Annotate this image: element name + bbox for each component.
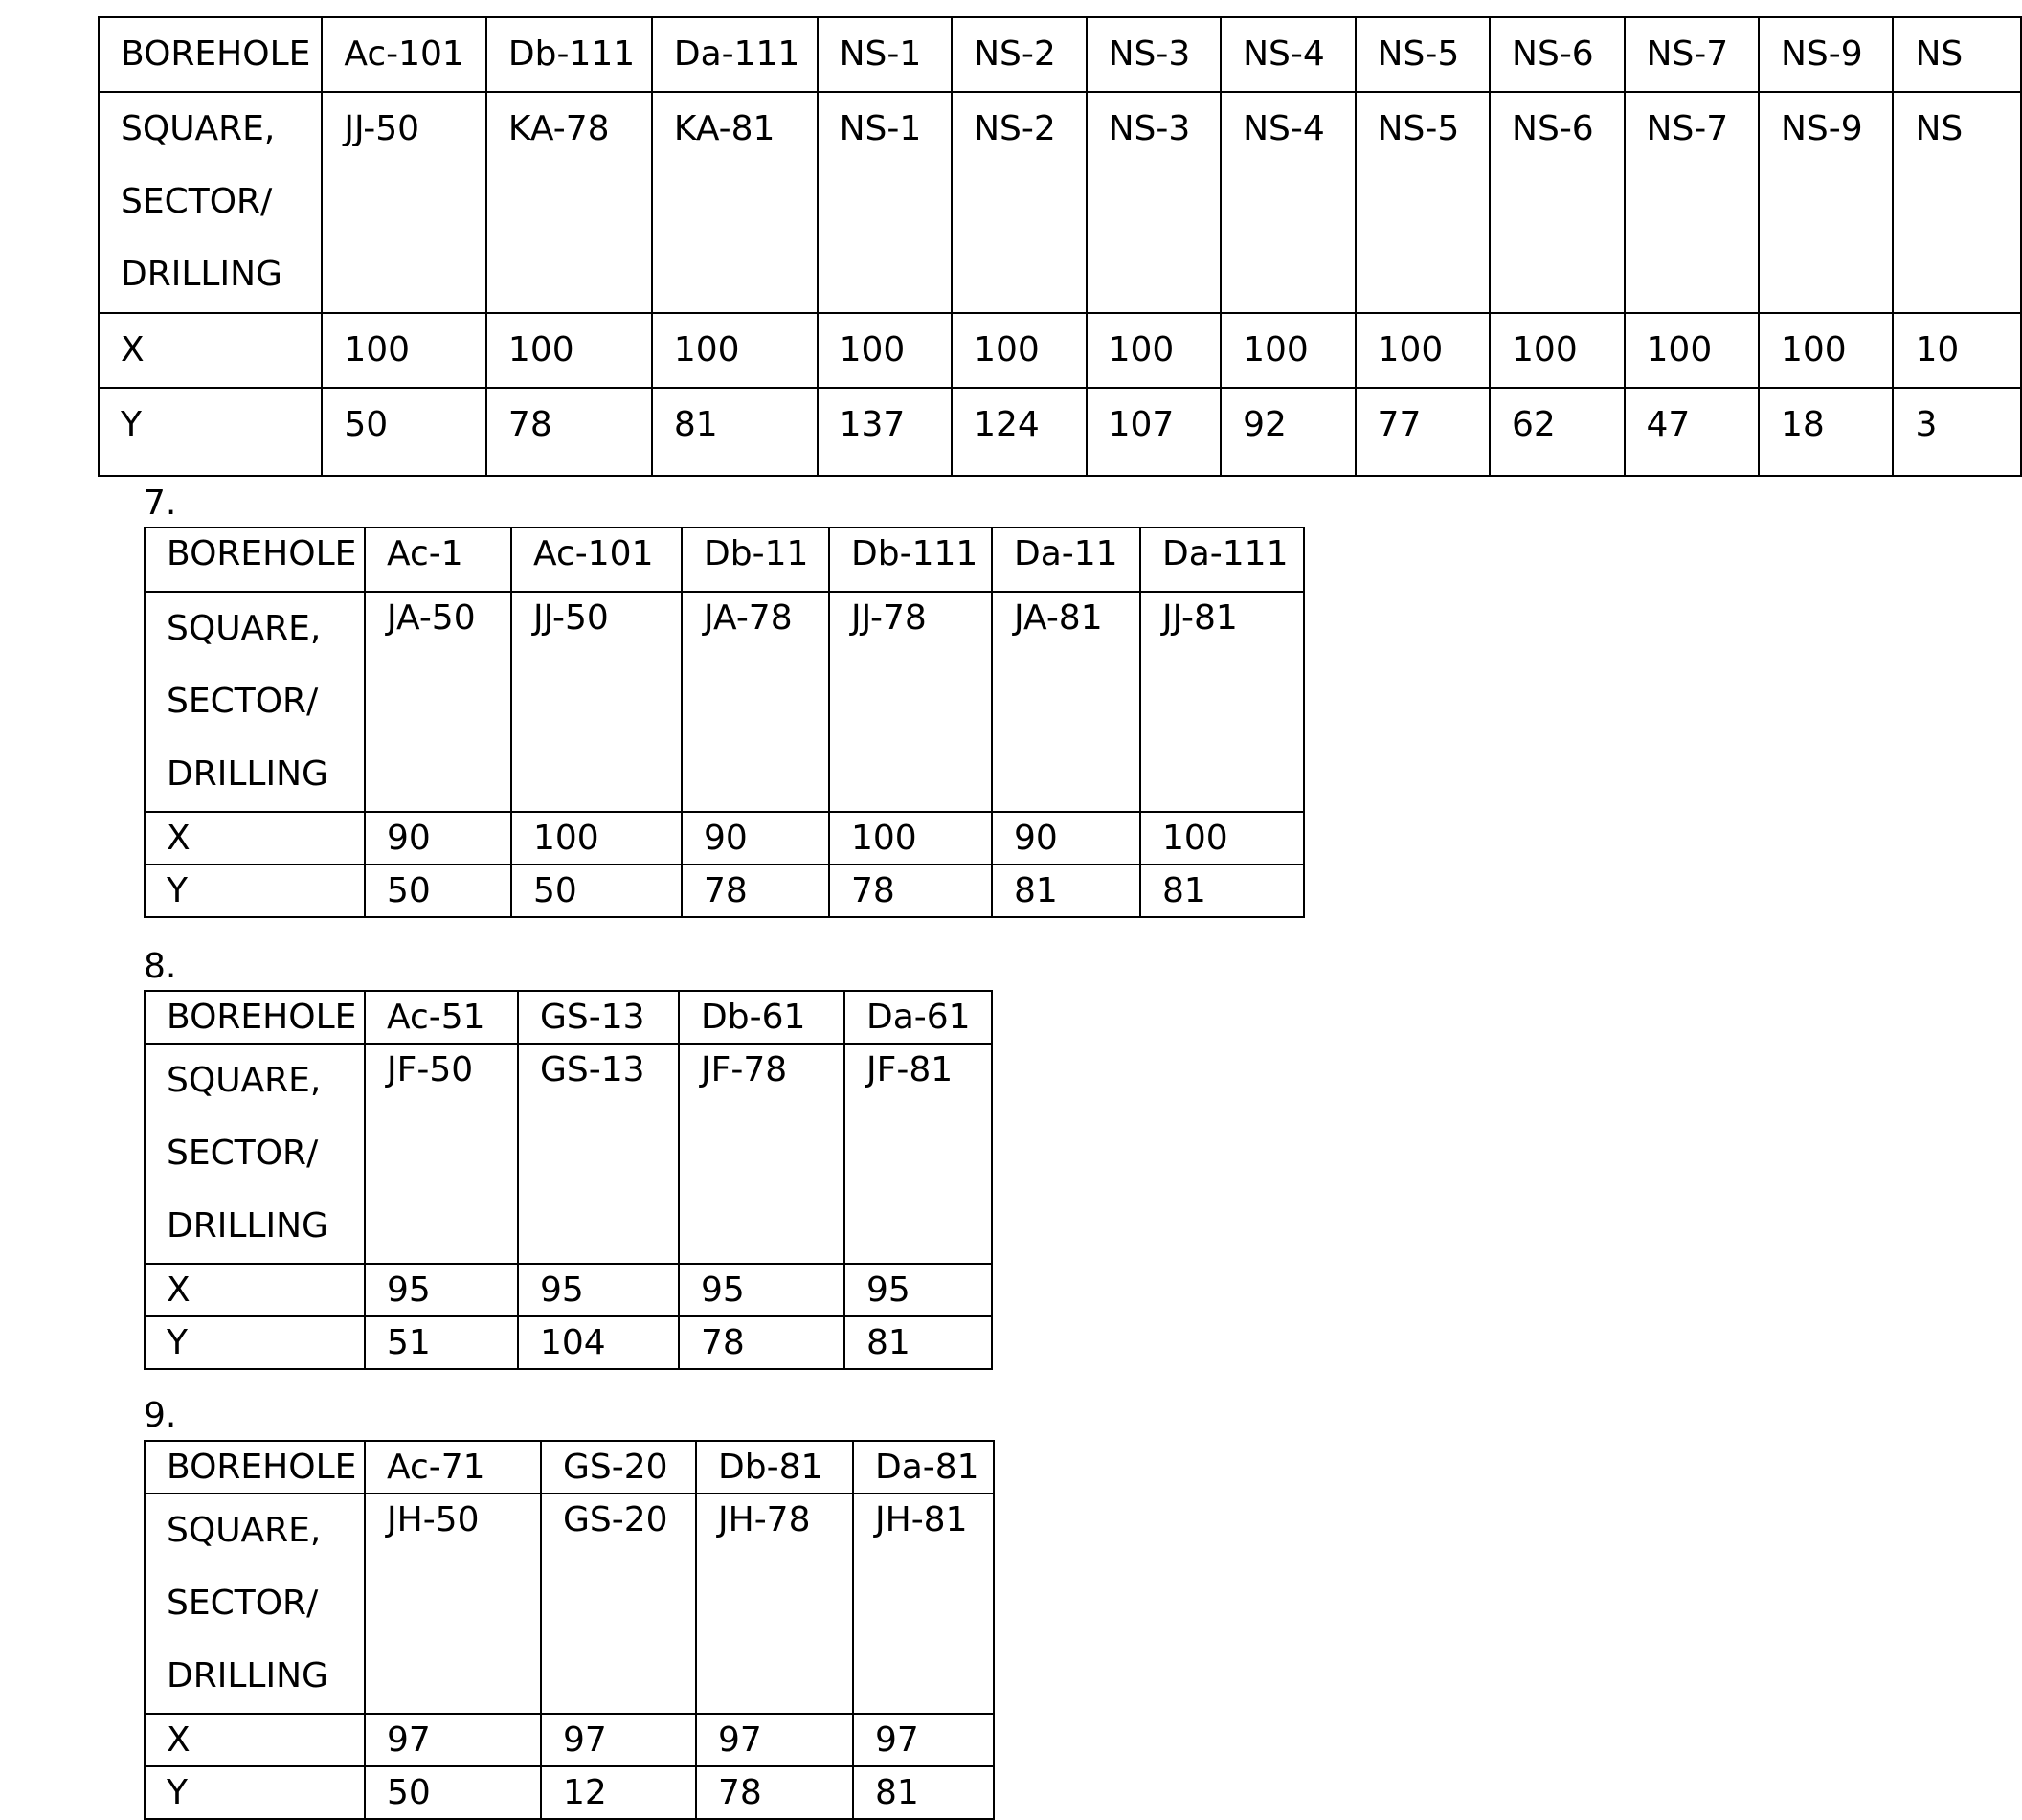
borehole-cell: Da-111: [652, 17, 818, 92]
table-row-y: [145, 1766, 994, 1819]
x-cell: 97: [365, 1714, 541, 1766]
table-row-x: [145, 1714, 994, 1766]
borehole-cell: NS-3: [1087, 17, 1221, 92]
square-cell: JJ-81: [1140, 592, 1304, 812]
square-cell: KA-81: [652, 92, 818, 313]
borehole-cell: NS-1: [818, 17, 952, 92]
y-cell: 51: [365, 1316, 518, 1369]
x-cell: 100: [1490, 313, 1624, 388]
borehole-cell: Db-81: [696, 1441, 853, 1494]
y-cell: 124: [952, 388, 1086, 476]
square-cell: JA-81: [992, 592, 1140, 812]
x-cell: 90: [992, 812, 1140, 865]
table-row-y: [99, 388, 2021, 476]
row-label-x: X: [99, 313, 322, 388]
borehole-cell: NS-4: [1221, 17, 1355, 92]
square-cell: JJ-50: [322, 92, 486, 313]
x-cell: 100: [1759, 313, 1893, 388]
table-row-square: [145, 592, 1304, 812]
y-cell: 107: [1087, 388, 1221, 476]
y-cell: 78: [682, 865, 829, 917]
borehole-cell: Da-11: [992, 528, 1140, 592]
table-row-x: [145, 812, 1304, 865]
square-cell: NS-5: [1356, 92, 1490, 313]
table-row-x: [99, 313, 2021, 388]
table-row-borehole: [99, 17, 2021, 92]
square-cell: NS-1: [818, 92, 952, 313]
row-label-y: Y: [99, 388, 322, 476]
borehole-cell: NS-5: [1356, 17, 1490, 92]
x-cell: 100: [829, 812, 992, 865]
row-label-square: SQUARE, SECTOR/ DRILLING: [99, 92, 322, 313]
borehole-cell: GS-20: [541, 1441, 696, 1494]
y-cell: 50: [365, 865, 511, 917]
row-label-square: SQUARE, SECTOR/ DRILLING: [145, 1044, 365, 1264]
table-number-7: 7.: [144, 483, 177, 523]
borehole-cell: Ac-101: [322, 17, 486, 92]
y-cell: 77: [1356, 388, 1490, 476]
y-cell: 3: [1893, 388, 2021, 476]
table-row-square: [145, 1494, 994, 1714]
borehole-table-8: [144, 990, 993, 1370]
row-label-y: Y: [145, 1316, 365, 1369]
x-cell: 100: [1221, 313, 1355, 388]
y-cell: 137: [818, 388, 952, 476]
borehole-cell: NS-9: [1759, 17, 1893, 92]
row-label-borehole: BOREHOLE: [145, 528, 365, 592]
x-cell: 90: [682, 812, 829, 865]
square-cell: JF-78: [679, 1044, 844, 1264]
y-cell: 78: [679, 1316, 844, 1369]
square-cell: JA-78: [682, 592, 829, 812]
x-cell: 100: [818, 313, 952, 388]
y-cell: 81: [992, 865, 1140, 917]
borehole-cell: GS-13: [518, 991, 679, 1044]
x-cell: 100: [1356, 313, 1490, 388]
table-row-borehole: [145, 991, 992, 1044]
x-cell: 100: [1087, 313, 1221, 388]
square-cell: JF-81: [844, 1044, 992, 1264]
borehole-cell: NS-7: [1625, 17, 1759, 92]
row-label-square: SQUARE, SECTOR/ DRILLING: [145, 592, 365, 812]
x-cell: 97: [696, 1714, 853, 1766]
row-label-borehole: BOREHOLE: [99, 17, 322, 92]
borehole-cell: NS: [1893, 17, 2021, 92]
table-row-x: [145, 1264, 992, 1316]
square-cell: JJ-78: [829, 592, 992, 812]
row-label-x: X: [145, 812, 365, 865]
row-label-square: SQUARE, SECTOR/ DRILLING: [145, 1494, 365, 1714]
y-cell: 78: [696, 1766, 853, 1819]
x-cell: 100: [652, 313, 818, 388]
y-cell: 50: [322, 388, 486, 476]
table-row-square: [145, 1044, 992, 1264]
square-cell: JA-50: [365, 592, 511, 812]
borehole-cell: NS-2: [952, 17, 1086, 92]
square-cell: NS-7: [1625, 92, 1759, 313]
x-cell: 100: [486, 313, 652, 388]
y-cell: 78: [486, 388, 652, 476]
y-cell: 81: [652, 388, 818, 476]
square-cell: JH-50: [365, 1494, 541, 1714]
square-cell: NS-9: [1759, 92, 1893, 313]
x-cell: 100: [1140, 812, 1304, 865]
borehole-cell: Ac-1: [365, 528, 511, 592]
square-cell: GS-20: [541, 1494, 696, 1714]
row-label-y: Y: [145, 865, 365, 917]
x-cell: 95: [365, 1264, 518, 1316]
row-label-x: X: [145, 1714, 365, 1766]
x-cell: 95: [518, 1264, 679, 1316]
square-cell: JJ-50: [511, 592, 682, 812]
borehole-cell: Da-111: [1140, 528, 1304, 592]
x-cell: 100: [322, 313, 486, 388]
borehole-cell: Da-81: [853, 1441, 994, 1494]
square-cell: NS-4: [1221, 92, 1355, 313]
borehole-cell: Da-61: [844, 991, 992, 1044]
borehole-cell: NS-6: [1490, 17, 1624, 92]
square-cell: NS-2: [952, 92, 1086, 313]
y-cell: 12: [541, 1766, 696, 1819]
x-cell: 100: [952, 313, 1086, 388]
row-label-borehole: BOREHOLE: [145, 991, 365, 1044]
y-cell: 81: [1140, 865, 1304, 917]
table-row-y: [145, 865, 1304, 917]
borehole-cell: Ac-71: [365, 1441, 541, 1494]
x-cell: 90: [365, 812, 511, 865]
y-cell: 47: [1625, 388, 1759, 476]
y-cell: 50: [365, 1766, 541, 1819]
borehole-cell: Db-61: [679, 991, 844, 1044]
x-cell: 97: [853, 1714, 994, 1766]
table-row-borehole: [145, 1441, 994, 1494]
y-cell: 81: [844, 1316, 992, 1369]
x-cell: 10: [1893, 313, 2021, 388]
row-label-y: Y: [145, 1766, 365, 1819]
y-cell: 50: [511, 865, 682, 917]
table-number-9: 9.: [144, 1396, 177, 1435]
table-row-borehole: [145, 528, 1304, 592]
table-row-square: [99, 92, 2021, 313]
square-cell: JF-50: [365, 1044, 518, 1264]
y-cell: 81: [853, 1766, 994, 1819]
square-cell: KA-78: [486, 92, 652, 313]
borehole-cell: Db-111: [486, 17, 652, 92]
square-cell: NS-6: [1490, 92, 1624, 313]
y-cell: 18: [1759, 388, 1893, 476]
x-cell: 95: [679, 1264, 844, 1316]
borehole-cell: Db-11: [682, 528, 829, 592]
y-cell: 62: [1490, 388, 1624, 476]
y-cell: 78: [829, 865, 992, 917]
borehole-cell: Db-111: [829, 528, 992, 592]
x-cell: 100: [511, 812, 682, 865]
row-label-x: X: [145, 1264, 365, 1316]
square-cell: NS: [1893, 92, 2021, 313]
borehole-table-9: [144, 1440, 995, 1820]
borehole-table-top: [98, 16, 2022, 477]
x-cell: 100: [1625, 313, 1759, 388]
borehole-table-7: [144, 527, 1305, 918]
square-cell: GS-13: [518, 1044, 679, 1264]
table-number-8: 8.: [144, 947, 177, 986]
x-cell: 97: [541, 1714, 696, 1766]
borehole-cell: Ac-101: [511, 528, 682, 592]
row-label-borehole: BOREHOLE: [145, 1441, 365, 1494]
borehole-cell: Ac-51: [365, 991, 518, 1044]
x-cell: 95: [844, 1264, 992, 1316]
table-row-y: [145, 1316, 992, 1369]
square-cell: NS-3: [1087, 92, 1221, 313]
square-cell: JH-78: [696, 1494, 853, 1714]
square-cell: JH-81: [853, 1494, 994, 1714]
y-cell: 104: [518, 1316, 679, 1369]
y-cell: 92: [1221, 388, 1355, 476]
